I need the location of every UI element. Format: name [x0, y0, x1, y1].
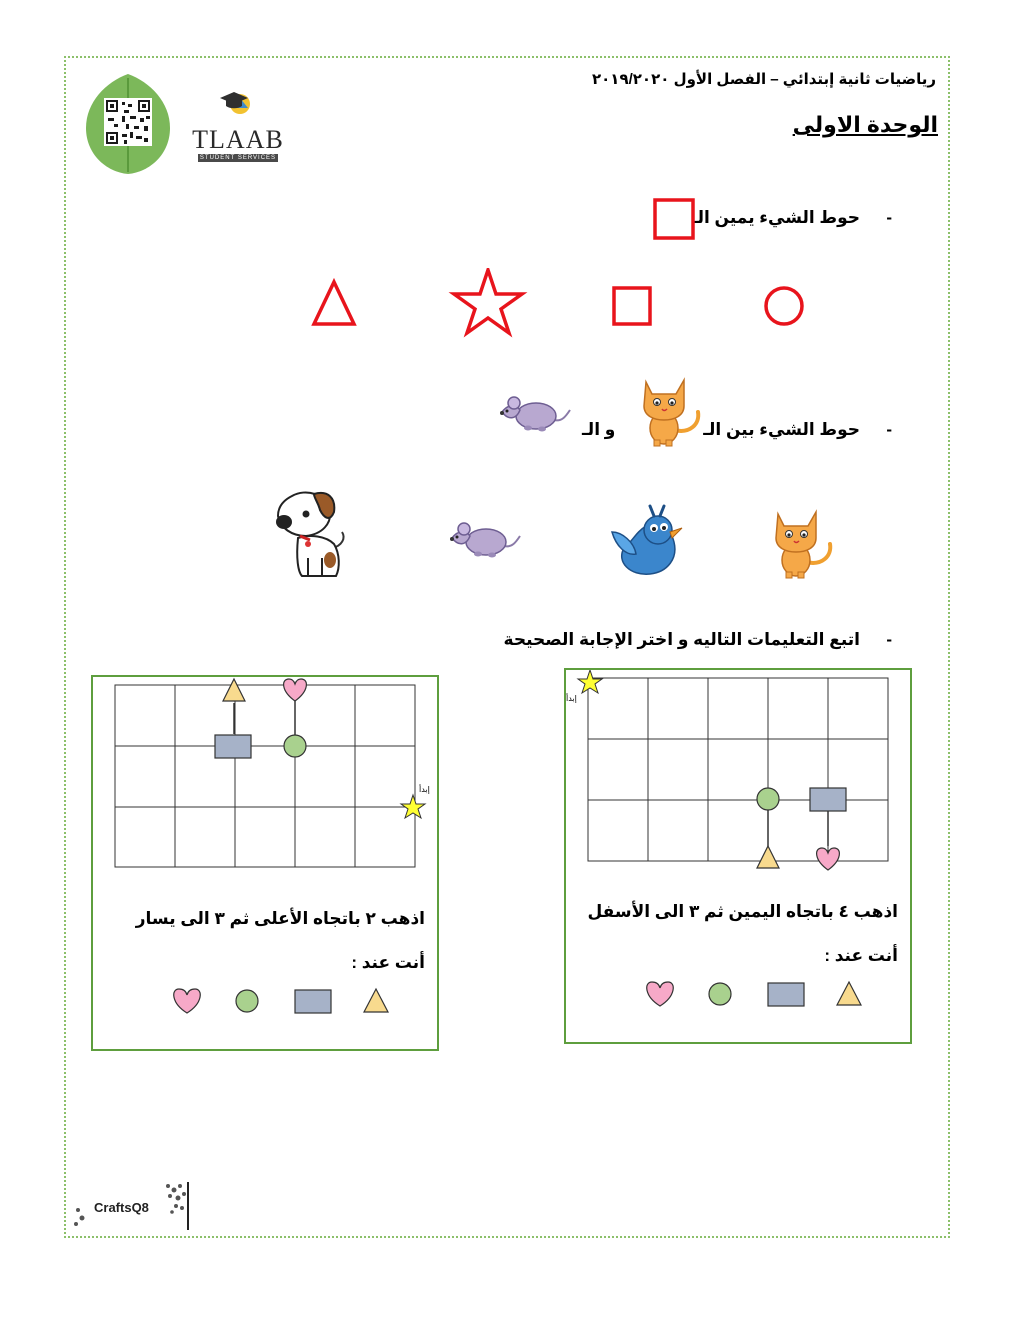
tlaab-name: TLAAB	[192, 125, 284, 154]
craftsq8-logo	[72, 1180, 192, 1232]
q1-dash: -	[886, 208, 892, 227]
dog-icon[interactable]	[270, 488, 352, 580]
left-instruction: اذهب ٢ باتجاه الأعلى ثم ٣ الى يسار	[135, 909, 425, 928]
grid-triangle	[757, 846, 779, 868]
q2-text-mid: و الـ	[582, 420, 616, 439]
answer-circle[interactable]	[709, 983, 731, 1005]
q1-text: حوط الشيء يمين الـ	[691, 208, 860, 227]
right-task-box	[564, 668, 912, 1044]
grid-circle	[284, 735, 306, 757]
q3-text: اتبع التعليمات التاليه و اختر الإجابة الصحيحة	[503, 630, 860, 649]
grid-square	[810, 788, 846, 811]
start-label: إبدأ	[419, 785, 430, 794]
right-answer-options	[640, 976, 870, 1010]
start-label: إبدأ	[566, 694, 577, 703]
right-instruction: اذهب ٤ باتجاه اليمين ثم ٣ الى الأسفل	[587, 902, 898, 921]
grid-square	[215, 735, 251, 758]
tlaab-subtitle: STUDENT SERVICES	[199, 155, 277, 161]
answer-triangle[interactable]	[837, 982, 861, 1005]
answer-triangle[interactable]	[364, 989, 388, 1012]
q2-dash: -	[886, 420, 892, 439]
option-star[interactable]	[454, 270, 522, 333]
option-circle[interactable]	[766, 288, 802, 324]
qr-code-leaf-logo	[84, 72, 172, 176]
answer-heart[interactable]	[647, 982, 674, 1006]
q1-shape-options	[304, 268, 824, 340]
graduation-cap-icon	[190, 86, 286, 122]
left-answer-options	[167, 983, 397, 1017]
grid-heart	[284, 679, 307, 701]
right-answer-label: أنت عند :	[824, 946, 898, 965]
craftsq8-text: CraftsQ8	[94, 1200, 149, 1215]
answer-circle[interactable]	[236, 990, 258, 1012]
answer-heart[interactable]	[174, 989, 201, 1013]
q2-text-before: حوط الشيء بين الـ	[703, 420, 860, 439]
option-triangle[interactable]	[314, 282, 354, 324]
unit-title: الوحدة الاولى	[792, 112, 938, 137]
grid-circle	[757, 788, 779, 810]
q1-reference-square	[652, 197, 696, 241]
start-star-icon	[578, 670, 602, 693]
grid-triangle	[223, 679, 245, 701]
cat-icon	[634, 372, 706, 448]
left-task-box	[91, 675, 439, 1051]
mouse-icon	[498, 392, 572, 436]
answer-square[interactable]	[295, 990, 331, 1013]
start-star-icon	[401, 795, 425, 818]
cat-option-icon[interactable]	[766, 502, 838, 580]
option-square[interactable]	[614, 288, 650, 324]
right-grid	[566, 670, 910, 890]
mouse-option-icon[interactable]	[446, 516, 522, 562]
worksheet-header: رياضيات ثانية إبتدائي – الفصل الأول ٢٠١٩/٢٠٢٠	[591, 71, 936, 88]
left-grid	[93, 677, 437, 877]
bird-icon[interactable]	[606, 502, 690, 578]
tlaab-logo	[190, 86, 286, 161]
left-answer-label: أنت عند :	[351, 953, 425, 972]
answer-square[interactable]	[768, 983, 804, 1006]
q3-dash: -	[886, 630, 892, 649]
